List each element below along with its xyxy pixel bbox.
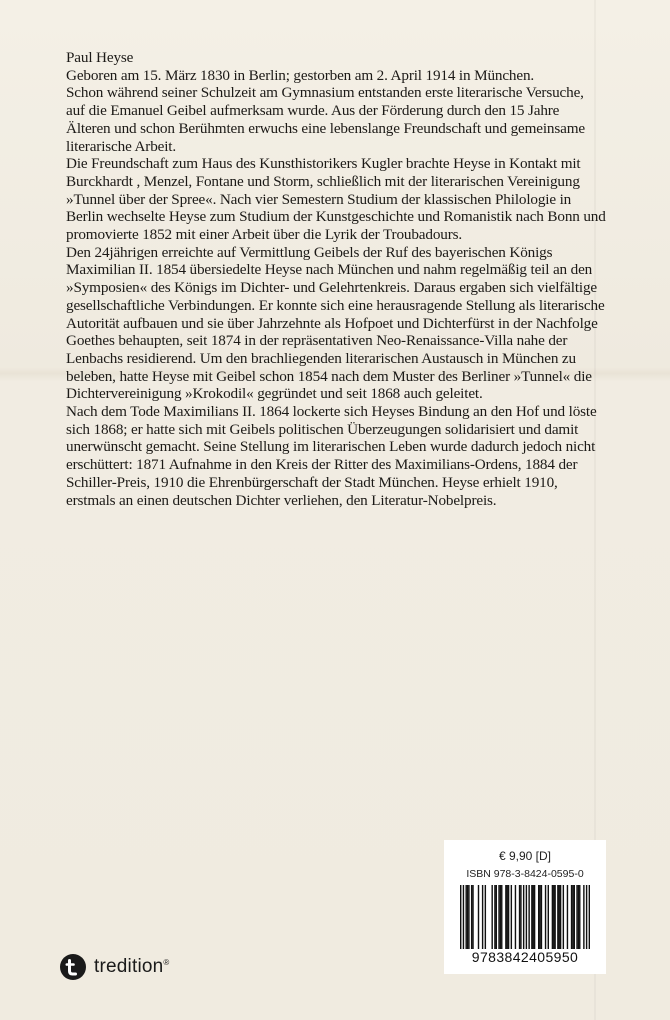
barcode-bar <box>478 885 479 949</box>
barcode-bar <box>494 885 495 949</box>
author-name: Paul Heyse <box>66 49 134 66</box>
barcode-bar <box>553 885 554 949</box>
barcode-bar <box>463 885 464 949</box>
barcode-bar <box>468 885 469 949</box>
bio-paragraph-1: Geboren am 15. März 1830 in Berlin; gestorben am 2. April 1914 in München. <box>66 66 535 84</box>
barcode-label <box>444 840 606 974</box>
bio-paragraph-2: Schon während seiner Schulzeit am Gymnasium entstanden erste literarische Versuche, auf die Emanuel Geibel aufmerksam wurde. Aus der Förderung durch den 15 Jahre Älteren und schon Berühmten erwuchs eine lebenslange Freundschaft und gemeinsame literarische Arbeit. <box>66 84 585 155</box>
bio-paragraph-3: Die Freundschaft zum Haus des Kunsthistorikers Kugler brachte Heyse in Kontakt mit Burckhardt , Menzel, Fontane und Storm, schließlich mit der literarischen Vereinigung »Tunnel über der Spree«. Nach vier Semestern Studium der klassischen Philologie in Berlin wechselte Heyse zum Studium der Kunstgeschichte und Romanistik nach Bonn und promovierte 1852 mit einer Arbeit über die Lyrik der Troubadours. <box>66 155 606 244</box>
barcode-bar <box>579 885 580 949</box>
barcode-bar <box>526 885 527 949</box>
barcode-bar <box>460 885 461 949</box>
barcode-bar <box>505 885 506 949</box>
barcode-bar <box>586 885 587 949</box>
barcode-bar <box>548 885 549 949</box>
barcode-bar <box>559 885 560 949</box>
barcode-bar <box>574 885 575 949</box>
barcode-bar <box>539 885 540 949</box>
barcode-bar <box>560 885 561 949</box>
barcode-bar <box>508 885 509 949</box>
barcode-bar <box>472 885 473 949</box>
barcode-bar <box>491 885 492 949</box>
barcode-bar <box>501 885 502 949</box>
bio-paragraph-4: Den 24jährigen erreichte auf Vermittlung Geibels der Ruf des bayerischen Königs Maximilian II. 1854 übersiedelte Heyse nach München und nahm regelmäßig teil an den »Symposien« des Königs im Dichter- und Gelehrtenkreis. Daraus ergaben sich vielfältige gesellschaftliche Verbindungen. Er konnte sich eine herausragende Stellung als literarische Autorität aufbauen und sie über Jahrzehnte als Hofpoet und Dichterfürst in der Nachfolge Goethes behaupten, seit 1874 in der repräsentativen Neo-Renaissance-Villa nahe der Lenbachs residierend. Um den brachliegenden literarischen Austausch in München zu beleben, hatte Heyse mit Geibel schon 1854 nach dem Muster des Berliner »Tunnel« die Dichtervereinigung »Krokodil« gegründet und seit 1868 auch geleitet. <box>66 243 605 403</box>
barcode-bar <box>557 885 558 949</box>
barcode-bar <box>571 885 572 949</box>
publisher-logo <box>60 954 170 980</box>
barcode-bar <box>515 885 516 949</box>
barcode-bar <box>511 885 512 949</box>
bio-paragraph-5: Nach dem Tode Maximilians II. 1864 lockerte sich Heyses Bindung an den Hof und löste sich 1868; er hatte sich mit Geibels politischen Überzeugungen solidarisiert und damit unerwünscht gemacht. Seine Stellung im literarischen Leben wurde dadurch jedoch nicht erschüttert: 1871 Aufnahme in den Kreis der Ritter des Maximilians-Ordens, 1884 der Schiller-Preis, 1910 die Ehrenbürgerschaft der Stadt München. Heyse erhielt 1910, erstmals an einen deutschen Dichter verliehen, den Literatur-Nobelpreis. <box>66 403 597 509</box>
price-label: € 9,90 [D] <box>498 849 552 863</box>
barcode-bar <box>541 885 542 949</box>
barcode-bar <box>498 885 499 949</box>
barcode-bar <box>578 885 579 949</box>
barcode-bar <box>563 885 564 949</box>
author-biography <box>66 49 606 509</box>
barcode-bar <box>467 885 468 949</box>
barcode-bar <box>465 885 466 949</box>
barcode-bar <box>531 885 532 949</box>
barcode-bar <box>534 885 535 949</box>
barcode-bar <box>554 885 555 949</box>
barcode-bar <box>496 885 497 949</box>
barcode-bar <box>545 885 546 949</box>
barcode-bar <box>567 885 568 949</box>
ean-number: 9783842405950 <box>471 949 579 965</box>
barcode-bar <box>523 885 524 949</box>
barcode-bar <box>485 885 486 949</box>
barcode-bar <box>482 885 483 949</box>
barcode-bar <box>572 885 573 949</box>
isbn-label: ISBN 978-3-8424-0595-0 <box>466 868 584 880</box>
tredition-logo-icon <box>60 954 86 980</box>
barcode-bar <box>533 885 534 949</box>
barcode-bar <box>552 885 553 949</box>
barcode-bar <box>576 885 577 949</box>
barcode-bar <box>583 885 584 949</box>
barcode-bar <box>507 885 508 949</box>
barcode-bar <box>500 885 501 949</box>
barcode-bar <box>589 885 590 949</box>
barcode-bar <box>471 885 472 949</box>
publisher-name: tredition® <box>94 956 170 977</box>
barcode-bars <box>460 885 590 949</box>
barcode-bar <box>519 885 520 949</box>
barcode-bar <box>520 885 521 949</box>
barcode-bar <box>528 885 529 949</box>
barcode-bar <box>538 885 539 949</box>
